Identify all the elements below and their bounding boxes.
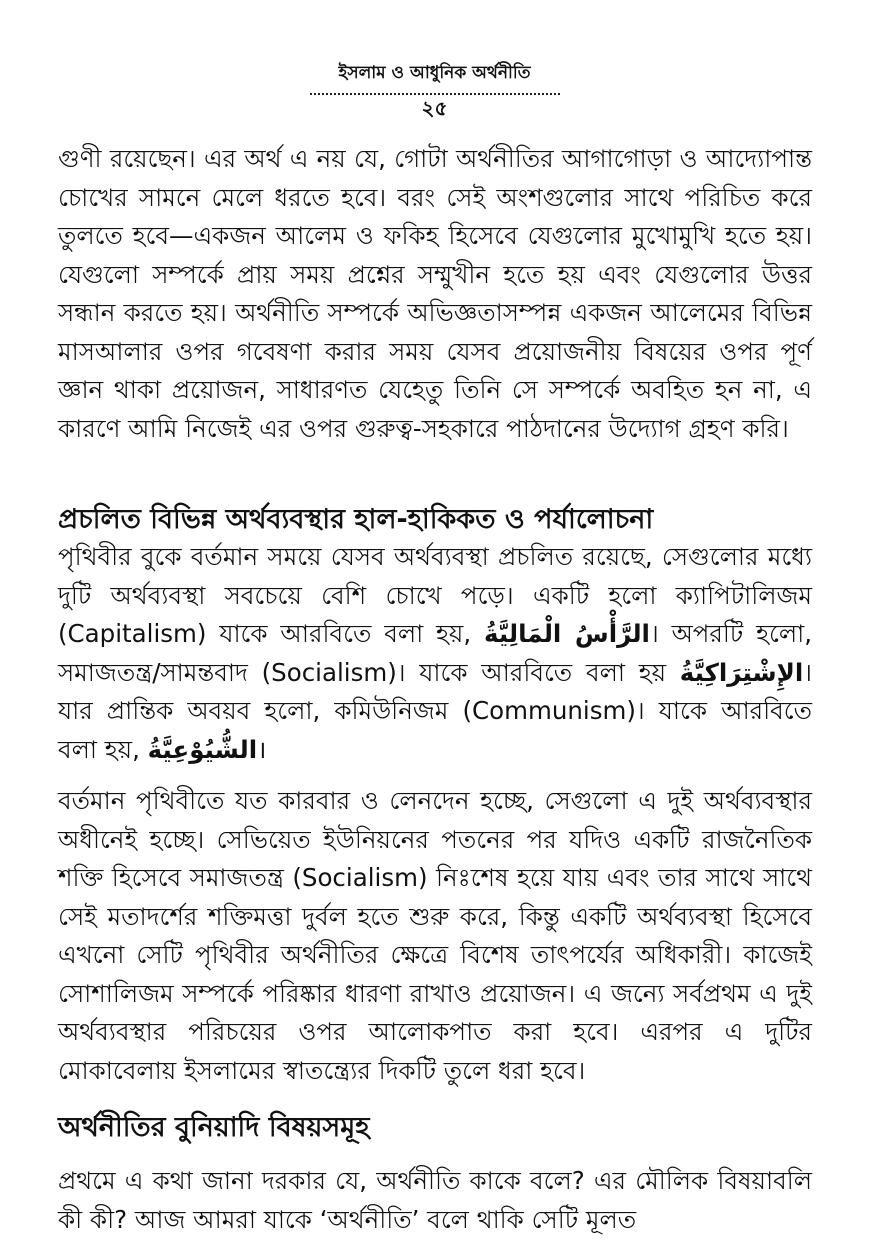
running-title: ইসলাম ও আধুনিক অর্থনীতি — [338, 63, 531, 83]
arabic-term-capitalism: الرَّأْسُ الْمَالِيَّةُ — [484, 619, 650, 648]
section-heading-fundamentals: অর্থনীতির বুনিয়াদি বিষয়সমূহ — [58, 1112, 370, 1143]
economies-text-3: । যার প্রান্তিক অবয়ব হলো, কমিউনিজম (Communism)। যাকে আরবিতে বলা হয়, — [58, 657, 812, 764]
fundamentals-paragraph-block — [58, 1162, 812, 1239]
running-header — [0, 60, 869, 95]
arabic-term-socialism: الإِشْتِرَاكِيَّةُ — [679, 657, 804, 687]
heading-fundamentals-block — [58, 1110, 812, 1146]
current-world-paragraph-block — [58, 782, 812, 1090]
intro-paragraph-block — [58, 140, 812, 448]
economies-paragraph — [58, 538, 812, 769]
arabic-term-communism: الشُّيُوْعِيَّةُ — [147, 734, 258, 764]
heading-current-economies-block — [58, 502, 812, 538]
page-number: ২৫ — [421, 96, 448, 120]
intro-paragraph: গুণী রয়েছেন। এর অর্থ এ নয় যে, গোটা অর্থনীতির আগাগোড়া ও আদ্যোপান্ত চোখের সামনে মেলে ধরতে হবে। বরং সেই অংশগুলোর সাথে পরিচিত করে তুলতে হবে—একজন আলেম ও ফকিহ হিসেবে যেগুলোর মুখোমুখি হতে হয়। যেগুলো সম্পর্কে প্রায় সময় প্রশ্নের সম্মুখীন হতে হয় এবং যেগুলোর উত্তর সন্ধান করতে হয়। অর্থনীতি সম্পর্কে অভিজ্ঞতাসম্পন্ন একজন আলেমের বিভিন্ন মাসআলার ওপর গবেষণা করার সময় যেসব প্রয়োজনীয় বিষয়ের ওপর পূর্ণ জ্ঞান থাকা প্রয়োজন, সাধারণত যেহেতু তিনি সে সম্পর্কে অবহিত হন না, এ কারণে আমি নিজেই এর ওপর গুরুত্ব-সহকারে পাঠদানের উদ্যোগ গ্রহণ করি। — [58, 144, 812, 443]
fundamentals-paragraph: প্রথমে এ কথা জানা দরকার যে, অর্থনীতি কাকে বলে? এর মৌলিক বিষয়াবলি কী কী? আজ আমরা যাকে ‘অর্থনীতি’ বলে থাকি সেটি মূলত — [58, 1166, 812, 1234]
economies-text-1: পৃথিবীর বুকে বর্তমান সময়ে যেসব অর্থব্যবস্থা প্রচলিত রয়েছে, সেগুলোর মধ্যে দুটি অর্থব্যবস্থা সবচেয়ে বেশি চোখে পড়ে। একটি হলো ক্যাপিটালিজম (Capitalism) যাকে আরবিতে বলা হয়, — [58, 542, 812, 648]
section-heading-current-economies: প্রচলিত বিভিন্ন অর্থব্যবস্থার হাল-হাকিকত ও পর্যালোচনা — [58, 504, 654, 535]
economies-text-2: । অপরটি হলো, সমাজতন্ত্র/সামন্তবাদ (Socialism)। যাকে আরবিতে বলা হয় — [58, 619, 812, 687]
economies-paragraph-block — [58, 538, 812, 769]
economies-text-4: । — [257, 734, 267, 764]
current-world-paragraph: বর্তমান পৃথিবীতে যত কারবার ও লেনদেন হচ্ছে, সেগুলো এ দুই অর্থব্যবস্থার অধীনেই হচ্ছে। সেভিয়েত ইউনিয়নের পতনের পর যদিও একটি রাজনৈতিক শক্তি হিসেবে সমাজতন্ত্র (Socialism) নিঃশেষ হয়ে যায় এবং তার সাথে সাথে সেই মতাদর্শের শক্তিমত্তা দুর্বল হতে শুরু করে, কিন্তু একটি অর্থব্যবস্থা হিসেবে এখনো সেটি পৃথিবীর অর্থনীতির ক্ষেত্রে বিশেষ তাৎপর্যের অধিকারী। কাজেই সোশালিজম সম্পর্কে পরিষ্কার ধারণা রাখাও প্রয়োজন। এ জন্যে সর্বপ্রথম এ দুই অর্থব্যবস্থার পরিচয়ের ওপর আলোকপাত করা হবে। এরপর এ দুটির মোকাবেলায় ইসলামের স্বাতন্ত্র্যের দিকটি তুলে ধরা হবে। — [58, 786, 812, 1085]
